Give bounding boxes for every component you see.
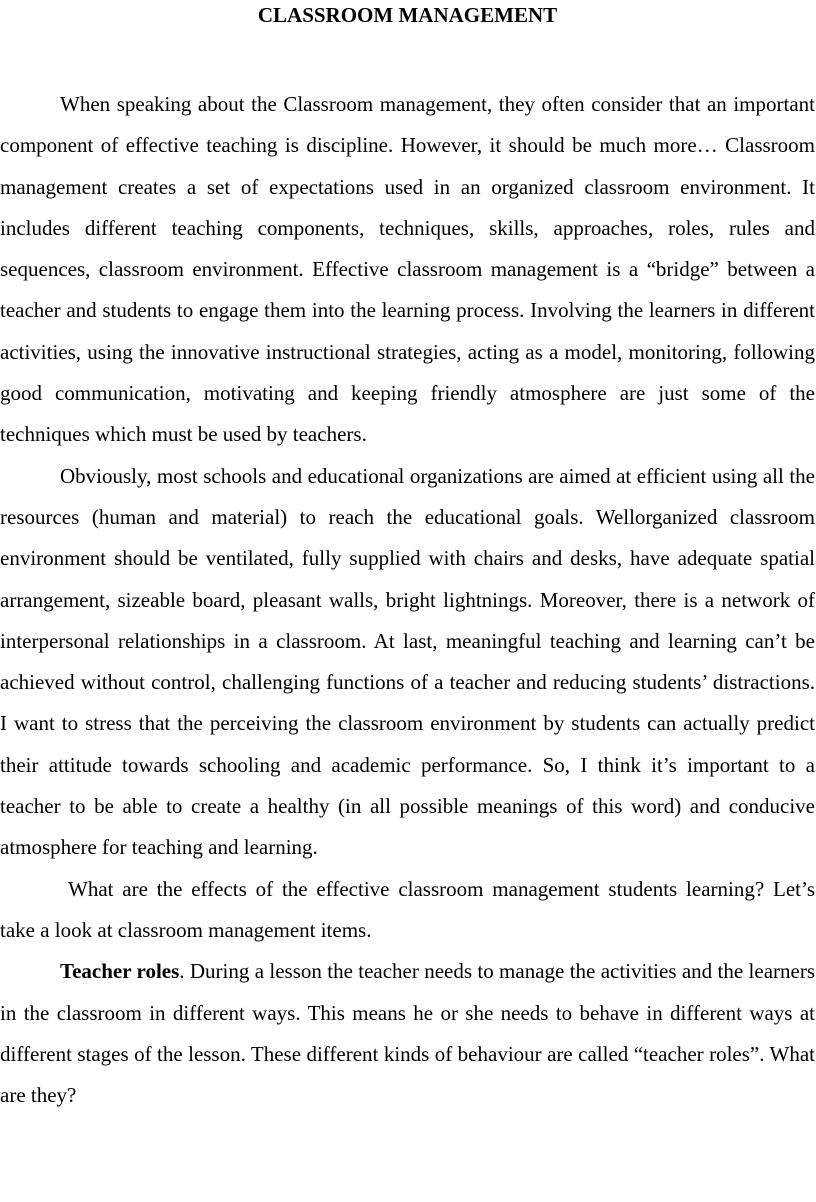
teacher-roles-text: . During a lesson the teacher needs to manage the activities and the learners in the classroom in different ways. This means he or she needs to behave in different ways at different stages of the lesson. These different kinds of behaviour are called “teacher roles”. What are they? [0, 959, 815, 1108]
paragraph-environment: Obviously, most schools and educational organizations are aimed at efficient using all the resources (human and material) to reach the educational goals. Wellorganized classroom environment should be ventilated, fully supplied with chairs and desks, have adequate spatial arrangement, sizeable board, pleasant walls, bright lightnings. Moreover, there is a network of interpersonal relationships in a classroom. At last, meaningful teaching and learning can’t be achieved without control, challenging functions of a teacher and reducing students’ distractions. I want to stress that the perceiving the classroom environment by students can actually predict their attitude towards schooling and academic performance. So, I think it’s important to a teacher to be able to create a healthy (in all possible meanings of this word) and conducive atmosphere for teaching and learning. [0, 463, 815, 860]
paragraph-teacher-roles [0, 951, 815, 1116]
paragraph-effects-question: What are the effects of the effective classroom management students learning? Let’s take a look at classroom management items. [0, 876, 815, 942]
teacher-roles-term: Teacher roles [60, 959, 180, 984]
document-body [0, 84, 815, 1116]
paragraph-intro: When speaking about the Classroom management, they often consider that an important component of effective teaching is discipline. However, it should be much more… Classroom management creates a set of expectations used in an organized classroom environment. It includes different teaching components, techniques, skills, approaches, roles, rules and sequences, classroom environment. Effective classroom management is a “bridge” between a teacher and students to engage them into the learning process. Involving the learners in different activities, using the innovative instructional strategies, acting as a model, monitoring, following good communication, motivating and keeping friendly atmosphere are just some of the techniques which must be used by teachers. [0, 92, 815, 447]
document-title: CLASSROOM MANAGEMENT [257, 3, 558, 27]
